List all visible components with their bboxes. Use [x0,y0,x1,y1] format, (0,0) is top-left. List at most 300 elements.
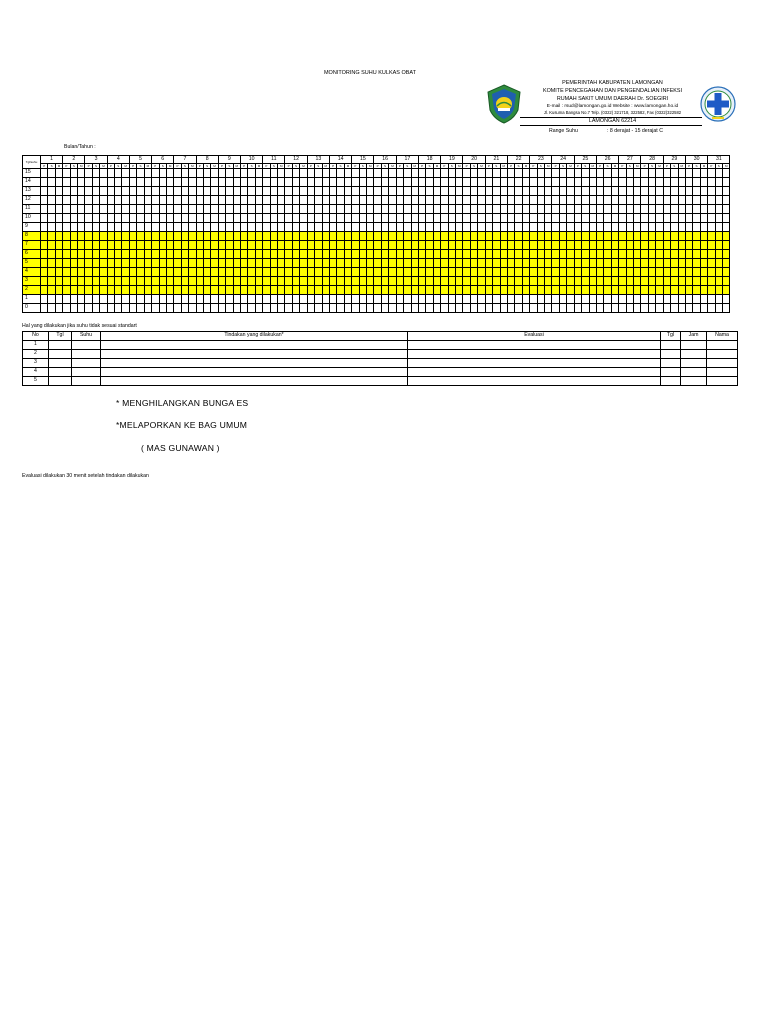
temperature-entry-cell[interactable] [515,295,522,304]
temperature-entry-cell[interactable] [203,232,210,241]
temperature-entry-cell[interactable] [678,232,685,241]
temperature-entry-cell[interactable] [493,196,500,205]
temperature-entry-cell[interactable] [374,196,381,205]
temperature-entry-cell[interactable] [152,223,159,232]
temperature-entry-cell[interactable] [263,259,270,268]
temperature-entry-cell[interactable] [189,169,196,178]
temperature-entry-cell[interactable] [122,169,129,178]
temperature-entry-cell[interactable] [522,259,529,268]
temperature-entry-cell[interactable] [189,214,196,223]
temperature-entry-cell[interactable] [159,214,166,223]
temperature-entry-cell[interactable] [107,205,114,214]
temperature-entry-cell[interactable] [78,250,85,259]
temperature-entry-cell[interactable] [634,187,641,196]
temperature-entry-cell[interactable] [619,259,626,268]
temperature-entry-cell[interactable] [203,187,210,196]
temperature-entry-cell[interactable] [404,232,411,241]
temperature-entry-cell[interactable] [226,232,233,241]
temperature-entry-cell[interactable] [493,259,500,268]
temperature-entry-cell[interactable] [522,241,529,250]
temperature-entry-cell[interactable] [122,178,129,187]
actions-entry-cell[interactable] [101,341,408,350]
temperature-entry-cell[interactable] [552,259,559,268]
temperature-entry-cell[interactable] [337,295,344,304]
temperature-entry-cell[interactable] [611,214,618,223]
temperature-entry-cell[interactable] [389,196,396,205]
temperature-entry-cell[interactable] [582,304,589,313]
temperature-entry-cell[interactable] [478,205,485,214]
temperature-entry-cell[interactable] [567,214,574,223]
temperature-entry-cell[interactable] [641,304,648,313]
temperature-entry-cell[interactable] [307,223,314,232]
temperature-entry-cell[interactable] [619,169,626,178]
temperature-entry-cell[interactable] [641,223,648,232]
temperature-entry-cell[interactable] [300,277,307,286]
temperature-entry-cell[interactable] [233,259,240,268]
temperature-entry-cell[interactable] [41,259,48,268]
temperature-entry-cell[interactable] [381,241,388,250]
temperature-entry-cell[interactable] [463,223,470,232]
temperature-entry-cell[interactable] [723,232,730,241]
temperature-entry-cell[interactable] [537,286,544,295]
temperature-entry-cell[interactable] [367,250,374,259]
temperature-entry-cell[interactable] [619,277,626,286]
temperature-entry-cell[interactable] [329,268,336,277]
temperature-entry-cell[interactable] [656,169,663,178]
temperature-entry-cell[interactable] [166,196,173,205]
temperature-entry-cell[interactable] [530,259,537,268]
temperature-entry-cell[interactable] [78,268,85,277]
temperature-entry-cell[interactable] [596,169,603,178]
temperature-entry-cell[interactable] [418,196,425,205]
temperature-entry-cell[interactable] [85,277,92,286]
temperature-entry-cell[interactable] [211,277,218,286]
temperature-entry-cell[interactable] [152,277,159,286]
temperature-entry-cell[interactable] [352,223,359,232]
temperature-entry-cell[interactable] [129,205,136,214]
temperature-entry-cell[interactable] [374,277,381,286]
temperature-entry-cell[interactable] [70,304,77,313]
temperature-entry-cell[interactable] [404,259,411,268]
temperature-entry-cell[interactable] [634,214,641,223]
temperature-entry-cell[interactable] [203,178,210,187]
temperature-entry-cell[interactable] [700,304,707,313]
temperature-entry-cell[interactable] [55,205,62,214]
temperature-entry-cell[interactable] [641,214,648,223]
temperature-entry-cell[interactable] [441,214,448,223]
temperature-entry-cell[interactable] [567,277,574,286]
temperature-entry-cell[interactable] [129,214,136,223]
temperature-entry-cell[interactable] [448,169,455,178]
temperature-entry-cell[interactable] [693,304,700,313]
temperature-entry-cell[interactable] [678,187,685,196]
temperature-entry-cell[interactable] [196,187,203,196]
temperature-entry-cell[interactable] [426,169,433,178]
temperature-entry-cell[interactable] [700,295,707,304]
temperature-entry-cell[interactable] [226,304,233,313]
temperature-entry-cell[interactable] [248,268,255,277]
temperature-entry-cell[interactable] [285,178,292,187]
temperature-entry-cell[interactable] [226,178,233,187]
temperature-entry-cell[interactable] [678,169,685,178]
temperature-entry-cell[interactable] [493,304,500,313]
temperature-entry-cell[interactable] [381,286,388,295]
actions-entry-cell[interactable] [707,341,738,350]
temperature-entry-cell[interactable] [337,178,344,187]
temperature-entry-cell[interactable] [493,232,500,241]
temperature-entry-cell[interactable] [559,277,566,286]
temperature-entry-cell[interactable] [315,232,322,241]
temperature-entry-cell[interactable] [396,268,403,277]
temperature-entry-cell[interactable] [604,232,611,241]
temperature-entry-cell[interactable] [456,259,463,268]
temperature-entry-cell[interactable] [611,187,618,196]
temperature-entry-cell[interactable] [441,295,448,304]
temperature-entry-cell[interactable] [685,268,692,277]
temperature-entry-cell[interactable] [648,286,655,295]
temperature-entry-cell[interactable] [189,196,196,205]
temperature-entry-cell[interactable] [589,268,596,277]
temperature-entry-cell[interactable] [537,223,544,232]
temperature-entry-cell[interactable] [389,205,396,214]
temperature-entry-cell[interactable] [159,205,166,214]
temperature-entry-cell[interactable] [478,241,485,250]
temperature-entry-cell[interactable] [493,214,500,223]
temperature-entry-cell[interactable] [240,223,247,232]
temperature-entry-cell[interactable] [41,223,48,232]
temperature-entry-cell[interactable] [456,169,463,178]
temperature-entry-cell[interactable] [545,187,552,196]
temperature-entry-cell[interactable] [656,295,663,304]
temperature-entry-cell[interactable] [522,187,529,196]
temperature-entry-cell[interactable] [292,277,299,286]
temperature-entry-cell[interactable] [367,187,374,196]
temperature-entry-cell[interactable] [396,187,403,196]
temperature-entry-cell[interactable] [619,268,626,277]
temperature-entry-cell[interactable] [456,214,463,223]
temperature-entry-cell[interactable] [48,304,55,313]
temperature-entry-cell[interactable] [663,169,670,178]
temperature-entry-cell[interactable] [41,178,48,187]
temperature-entry-cell[interactable] [507,250,514,259]
temperature-entry-cell[interactable] [240,304,247,313]
temperature-entry-cell[interactable] [485,205,492,214]
temperature-entry-cell[interactable] [708,205,715,214]
temperature-entry-cell[interactable] [507,232,514,241]
temperature-entry-cell[interactable] [715,277,722,286]
temperature-entry-cell[interactable] [329,223,336,232]
temperature-entry-cell[interactable] [285,268,292,277]
temperature-entry-cell[interactable] [559,241,566,250]
temperature-entry-cell[interactable] [485,169,492,178]
temperature-entry-cell[interactable] [78,169,85,178]
temperature-entry-cell[interactable] [411,187,418,196]
temperature-entry-cell[interactable] [352,205,359,214]
temperature-entry-cell[interactable] [671,205,678,214]
temperature-entry-cell[interactable] [152,178,159,187]
temperature-entry-cell[interactable] [240,196,247,205]
temperature-entry-cell[interactable] [337,187,344,196]
temperature-entry-cell[interactable] [552,223,559,232]
temperature-entry-cell[interactable] [344,214,351,223]
temperature-entry-cell[interactable] [389,304,396,313]
temperature-entry-cell[interactable] [255,178,262,187]
temperature-entry-cell[interactable] [396,250,403,259]
temperature-entry-cell[interactable] [708,178,715,187]
temperature-entry-cell[interactable] [567,286,574,295]
temperature-entry-cell[interactable] [381,277,388,286]
temperature-entry-cell[interactable] [537,205,544,214]
temperature-entry-cell[interactable] [418,250,425,259]
temperature-entry-cell[interactable] [537,259,544,268]
temperature-entry-cell[interactable] [48,196,55,205]
temperature-entry-cell[interactable] [441,250,448,259]
temperature-entry-cell[interactable] [545,241,552,250]
actions-entry-cell[interactable] [408,377,661,386]
temperature-entry-cell[interactable] [352,196,359,205]
temperature-entry-cell[interactable] [174,223,181,232]
temperature-entry-cell[interactable] [604,277,611,286]
temperature-entry-cell[interactable] [226,205,233,214]
temperature-entry-cell[interactable] [582,241,589,250]
temperature-entry-cell[interactable] [648,205,655,214]
temperature-entry-cell[interactable] [456,277,463,286]
temperature-entry-cell[interactable] [129,169,136,178]
temperature-entry-cell[interactable] [115,196,122,205]
temperature-entry-cell[interactable] [100,214,107,223]
temperature-entry-cell[interactable] [329,304,336,313]
temperature-entry-cell[interactable] [374,286,381,295]
temperature-entry-cell[interactable] [85,232,92,241]
temperature-entry-cell[interactable] [107,259,114,268]
temperature-entry-cell[interactable] [411,169,418,178]
temperature-entry-cell[interactable] [552,241,559,250]
temperature-entry-cell[interactable] [233,250,240,259]
temperature-entry-cell[interactable] [270,214,277,223]
temperature-entry-cell[interactable] [137,268,144,277]
temperature-entry-cell[interactable] [582,187,589,196]
temperature-entry-cell[interactable] [656,178,663,187]
temperature-entry-cell[interactable] [426,178,433,187]
temperature-entry-cell[interactable] [708,277,715,286]
temperature-entry-cell[interactable] [685,304,692,313]
temperature-entry-cell[interactable] [456,187,463,196]
temperature-entry-cell[interactable] [285,286,292,295]
temperature-entry-cell[interactable] [233,241,240,250]
temperature-entry-cell[interactable] [159,259,166,268]
temperature-entry-cell[interactable] [92,259,99,268]
temperature-entry-cell[interactable] [634,241,641,250]
temperature-entry-cell[interactable] [159,232,166,241]
temperature-entry-cell[interactable] [574,241,581,250]
temperature-entry-cell[interactable] [78,277,85,286]
temperature-entry-cell[interactable] [456,178,463,187]
temperature-entry-cell[interactable] [582,295,589,304]
temperature-entry-cell[interactable] [463,178,470,187]
temperature-entry-cell[interactable] [596,178,603,187]
temperature-entry-cell[interactable] [515,232,522,241]
temperature-entry-cell[interactable] [552,214,559,223]
temperature-entry-cell[interactable] [159,268,166,277]
temperature-entry-cell[interactable] [648,250,655,259]
temperature-entry-cell[interactable] [700,241,707,250]
temperature-entry-cell[interactable] [278,259,285,268]
temperature-entry-cell[interactable] [41,241,48,250]
temperature-entry-cell[interactable] [329,196,336,205]
temperature-entry-cell[interactable] [115,232,122,241]
temperature-entry-cell[interactable] [100,178,107,187]
temperature-entry-cell[interactable] [100,304,107,313]
temperature-entry-cell[interactable] [240,187,247,196]
temperature-entry-cell[interactable] [500,178,507,187]
temperature-entry-cell[interactable] [463,241,470,250]
temperature-entry-cell[interactable] [129,223,136,232]
temperature-entry-cell[interactable] [685,241,692,250]
temperature-entry-cell[interactable] [189,259,196,268]
temperature-entry-cell[interactable] [218,304,225,313]
temperature-entry-cell[interactable] [70,277,77,286]
temperature-entry-cell[interactable] [107,286,114,295]
temperature-entry-cell[interactable] [507,241,514,250]
temperature-entry-cell[interactable] [211,241,218,250]
temperature-entry-cell[interactable] [196,241,203,250]
temperature-entry-cell[interactable] [404,169,411,178]
temperature-entry-cell[interactable] [196,268,203,277]
temperature-entry-cell[interactable] [174,277,181,286]
temperature-entry-cell[interactable] [522,223,529,232]
temperature-entry-cell[interactable] [70,295,77,304]
temperature-entry-cell[interactable] [426,196,433,205]
actions-entry-cell[interactable] [707,350,738,359]
temperature-entry-cell[interactable] [344,241,351,250]
temperature-entry-cell[interactable] [315,241,322,250]
temperature-entry-cell[interactable] [456,304,463,313]
temperature-entry-cell[interactable] [367,277,374,286]
temperature-entry-cell[interactable] [181,223,188,232]
temperature-entry-cell[interactable] [240,241,247,250]
temperature-entry-cell[interactable] [203,295,210,304]
temperature-entry-cell[interactable] [448,187,455,196]
temperature-entry-cell[interactable] [233,196,240,205]
temperature-entry-cell[interactable] [352,241,359,250]
temperature-entry-cell[interactable] [226,223,233,232]
temperature-entry-cell[interactable] [448,295,455,304]
temperature-entry-cell[interactable] [307,259,314,268]
temperature-entry-cell[interactable] [55,232,62,241]
temperature-entry-cell[interactable] [263,169,270,178]
temperature-entry-cell[interactable] [626,250,633,259]
temperature-entry-cell[interactable] [715,223,722,232]
temperature-entry-cell[interactable] [656,223,663,232]
temperature-entry-cell[interactable] [678,295,685,304]
temperature-entry-cell[interactable] [700,196,707,205]
temperature-entry-cell[interactable] [545,250,552,259]
temperature-entry-cell[interactable] [418,223,425,232]
temperature-entry-cell[interactable] [344,205,351,214]
temperature-entry-cell[interactable] [344,286,351,295]
temperature-entry-cell[interactable] [359,259,366,268]
temperature-entry-cell[interactable] [166,241,173,250]
temperature-entry-cell[interactable] [589,178,596,187]
temperature-entry-cell[interactable] [723,223,730,232]
temperature-entry-cell[interactable] [55,295,62,304]
temperature-entry-cell[interactable] [582,196,589,205]
temperature-entry-cell[interactable] [611,205,618,214]
temperature-entry-cell[interactable] [374,304,381,313]
temperature-entry-cell[interactable] [634,169,641,178]
temperature-entry-cell[interactable] [537,232,544,241]
temperature-entry-cell[interactable] [381,178,388,187]
temperature-entry-cell[interactable] [92,241,99,250]
actions-entry-cell[interactable] [101,377,408,386]
temperature-entry-cell[interactable] [441,169,448,178]
temperature-entry-cell[interactable] [137,205,144,214]
temperature-entry-cell[interactable] [159,304,166,313]
temperature-entry-cell[interactable] [537,277,544,286]
temperature-entry-cell[interactable] [174,205,181,214]
temperature-entry-cell[interactable] [41,250,48,259]
temperature-entry-cell[interactable] [626,268,633,277]
temperature-entry-cell[interactable] [70,205,77,214]
temperature-entry-cell[interactable] [648,196,655,205]
temperature-entry-cell[interactable] [270,187,277,196]
temperature-entry-cell[interactable] [70,169,77,178]
temperature-entry-cell[interactable] [604,196,611,205]
temperature-entry-cell[interactable] [685,169,692,178]
temperature-entry-cell[interactable] [63,295,70,304]
temperature-entry-cell[interactable] [63,205,70,214]
temperature-entry-cell[interactable] [240,286,247,295]
temperature-entry-cell[interactable] [211,169,218,178]
temperature-entry-cell[interactable] [611,286,618,295]
temperature-entry-cell[interactable] [567,232,574,241]
temperature-entry-cell[interactable] [115,205,122,214]
temperature-entry-cell[interactable] [500,232,507,241]
temperature-entry-cell[interactable] [307,214,314,223]
temperature-entry-cell[interactable] [315,295,322,304]
temperature-entry-cell[interactable] [723,259,730,268]
temperature-entry-cell[interactable] [70,268,77,277]
temperature-entry-cell[interactable] [196,178,203,187]
temperature-entry-cell[interactable] [63,286,70,295]
temperature-entry-cell[interactable] [315,277,322,286]
temperature-entry-cell[interactable] [530,286,537,295]
temperature-entry-cell[interactable] [352,169,359,178]
temperature-entry-cell[interactable] [589,205,596,214]
temperature-entry-cell[interactable] [337,232,344,241]
temperature-entry-cell[interactable] [322,259,329,268]
temperature-entry-cell[interactable] [307,286,314,295]
temperature-entry-cell[interactable] [300,295,307,304]
temperature-entry-cell[interactable] [315,214,322,223]
temperature-entry-cell[interactable] [307,196,314,205]
temperature-entry-cell[interactable] [329,205,336,214]
temperature-entry-cell[interactable] [708,304,715,313]
temperature-entry-cell[interactable] [448,214,455,223]
temperature-entry-cell[interactable] [166,187,173,196]
temperature-entry-cell[interactable] [715,187,722,196]
temperature-entry-cell[interactable] [278,232,285,241]
temperature-entry-cell[interactable] [552,178,559,187]
temperature-entry-cell[interactable] [122,223,129,232]
temperature-entry-cell[interactable] [196,232,203,241]
temperature-entry-cell[interactable] [663,196,670,205]
temperature-entry-cell[interactable] [92,187,99,196]
temperature-entry-cell[interactable] [611,277,618,286]
temperature-entry-cell[interactable] [285,304,292,313]
temperature-entry-cell[interactable] [278,223,285,232]
temperature-entry-cell[interactable] [359,169,366,178]
